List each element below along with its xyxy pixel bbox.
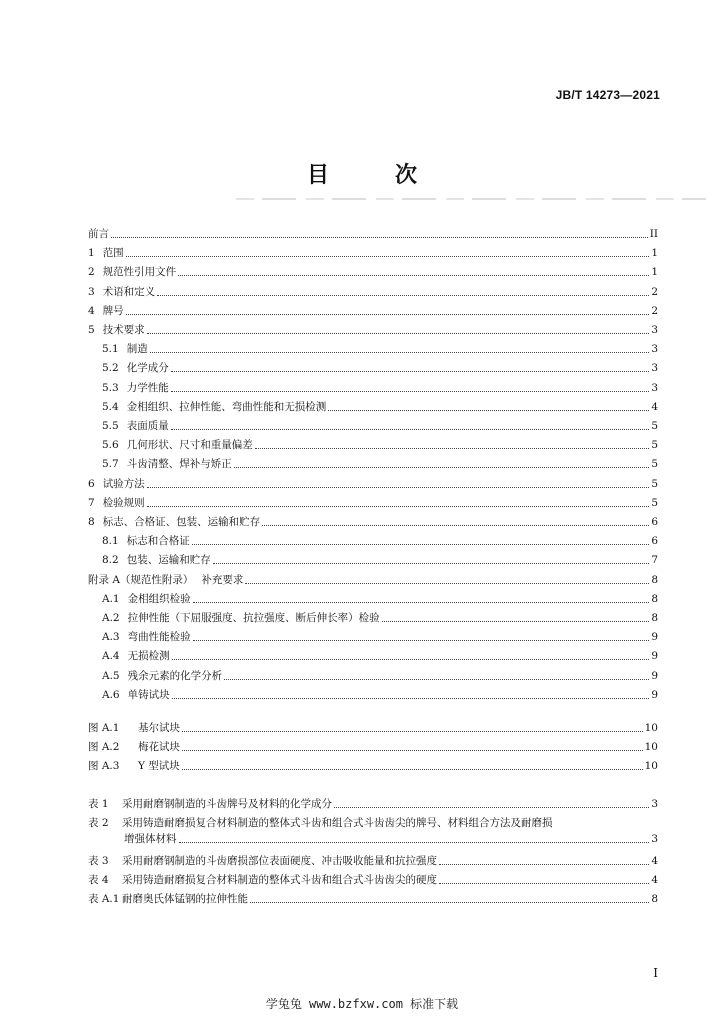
- dot-leader: [172, 697, 650, 699]
- toc-entry-title: [88, 797, 332, 811]
- toc-entry-page: 5: [651, 497, 658, 509]
- toc-entry-number: 6: [88, 478, 95, 490]
- toc-entry-number: 8.1: [102, 535, 119, 547]
- toc-entry-title: [102, 457, 232, 471]
- toc-entry-page: 8: [651, 612, 658, 624]
- toc-entry-page: 3: [651, 343, 658, 355]
- toc-entry-page: 6: [651, 535, 658, 547]
- toc-entry-page: 9: [651, 689, 658, 701]
- toc-entry-title: [88, 304, 124, 318]
- dot-leader: [147, 486, 650, 488]
- dot-leader: [255, 447, 650, 449]
- toc-entry-title: [102, 669, 222, 683]
- toc-entry-number: 5: [88, 324, 95, 336]
- dot-leader: [334, 806, 649, 808]
- toc-entry-page: 5: [651, 458, 658, 470]
- toc-entry-page: 7: [651, 554, 658, 566]
- toc-entry-page: 8: [651, 593, 658, 605]
- toc-entry[interactable]: [102, 342, 658, 356]
- toc-entry[interactable]: [102, 419, 658, 433]
- toc-entry-number: 5.7: [102, 458, 119, 470]
- page-title: 目 次: [306, 163, 439, 188]
- toc-entry[interactable]: [88, 721, 658, 735]
- dot-leader: [193, 639, 650, 641]
- toc-entry[interactable]: [88, 816, 658, 846]
- toc-entry[interactable]: [102, 400, 658, 414]
- toc-entry-number: 5.6: [102, 439, 119, 451]
- dot-leader: [250, 901, 649, 903]
- toc-entry-number: 5.3: [102, 382, 119, 394]
- dot-leader: [179, 841, 650, 843]
- dot-leader: [382, 620, 650, 622]
- toc-entry-page: 4: [651, 855, 658, 867]
- toc-entry-text: 试验方法: [102, 478, 145, 490]
- toc-entry-title: [88, 227, 109, 241]
- toc-entry-number: 8.2: [102, 554, 119, 566]
- toc-entry-title: [88, 265, 176, 279]
- toc-entry-number: 5.1: [102, 343, 119, 355]
- toc-entry-text: 补充要求: [201, 574, 244, 586]
- toc-entry-number: 4: [88, 305, 95, 317]
- toc-entry-number: 1: [88, 247, 95, 259]
- toc-entry-page: 1: [651, 247, 658, 259]
- toc-entry-text: 采用耐磨钢制造的斗齿磨损部位表面硬度、冲击吸收能量和抗拉强度: [122, 855, 437, 867]
- toc-entry-text: 力学性能: [126, 382, 169, 394]
- toc-entry-text: 金相组织、拉伸性能、弯曲性能和无损检测: [126, 401, 327, 413]
- toc-entry[interactable]: [88, 496, 658, 510]
- toc-entry-text: 无损检测: [127, 650, 170, 662]
- toc-entry[interactable]: [102, 611, 658, 625]
- toc-entry-text: 采用耐磨钢制造的斗齿牌号及材料的化学成分: [122, 798, 332, 810]
- toc-entry-page: 3: [651, 324, 658, 336]
- standard-number: JB/T 14273—2021: [555, 88, 660, 102]
- page-number: I: [653, 966, 658, 980]
- dot-leader: [182, 768, 643, 770]
- toc-entry[interactable]: [88, 740, 658, 754]
- toc-entry-number: A.4: [102, 650, 120, 662]
- toc-entry-title: [88, 573, 243, 587]
- toc-entry-page: 5: [651, 439, 658, 451]
- toc-entry-title: [88, 854, 437, 868]
- toc-entry-page: 10: [644, 722, 658, 734]
- toc-entry-title: [102, 611, 380, 625]
- dot-leader: [111, 236, 648, 238]
- toc-entry-title: [88, 323, 145, 337]
- toc-entry[interactable]: [88, 477, 658, 491]
- toc-entry-text: 标志和合格证: [126, 535, 190, 547]
- toc-entry[interactable]: [88, 854, 658, 868]
- toc-entry-text: 耐磨奥氏体锰钢的拉伸性能: [122, 893, 248, 905]
- dot-leader: [224, 678, 649, 680]
- toc-entry-page: 9: [651, 650, 658, 662]
- toc-entry[interactable]: [88, 304, 658, 318]
- dot-leader: [147, 505, 650, 507]
- toc-entry-page: 8: [651, 574, 658, 586]
- toc-entry-title: [88, 873, 437, 887]
- dot-leader: [213, 562, 650, 564]
- dot-leader: [126, 255, 650, 257]
- toc-entry-page: 5: [651, 478, 658, 490]
- toc-entry[interactable]: [88, 285, 658, 299]
- toc-entry[interactable]: [102, 592, 658, 606]
- toc-entry-title: [102, 534, 190, 548]
- toc-entry-page: 4: [651, 401, 658, 413]
- toc-entry-page: 9: [651, 670, 658, 682]
- toc-entry-text: 采用铸造耐磨损复合材料制造的整体式斗齿和组合式斗齿齿尖的牌号、材料组合方法及耐磨损: [122, 817, 553, 829]
- toc-entry-title: [88, 246, 124, 260]
- toc-entry-number: 5.4: [102, 401, 119, 413]
- toc-entry-title: [102, 381, 169, 395]
- toc-entry-text: 拉伸性能（下屈服强度、抗拉强度、断后伸长率）检验: [127, 612, 380, 624]
- toc-entry-title: [88, 285, 155, 299]
- toc-entry-text: 几何形状、尺寸和重量偏差: [126, 439, 253, 451]
- toc-entry-number: 表 3: [88, 855, 109, 867]
- toc-entry-number: 3: [88, 286, 95, 298]
- toc-entry-page: 3: [651, 362, 658, 374]
- toc-entry-number: 表 4: [88, 874, 109, 886]
- toc-entry-title: [102, 649, 170, 663]
- dot-leader: [150, 351, 650, 353]
- toc-entry-page: 2: [651, 286, 658, 298]
- toc-entry-number: 表 2: [88, 817, 109, 829]
- dot-leader: [126, 313, 650, 315]
- toc-entry[interactable]: [88, 323, 658, 337]
- footer-watermark: 学兔兔 www.bzfxw.com 标准下载: [265, 997, 459, 1011]
- toc-entry-number: A.6: [102, 689, 120, 701]
- toc-entry-title: [88, 759, 180, 773]
- toc-entry-text: 表面质量: [126, 420, 169, 432]
- toc-entry-page: 3: [651, 833, 658, 845]
- toc-entry-title: [88, 477, 145, 491]
- toc-entry[interactable]: [102, 669, 658, 683]
- toc-entry-number: 5.5: [102, 420, 119, 432]
- dot-leader: [328, 409, 649, 411]
- toc-entry-wrap: [88, 816, 658, 846]
- toc-entry[interactable]: [88, 759, 658, 773]
- toc-entry-text: 基尔试块: [138, 722, 180, 734]
- dot-leader: [234, 466, 650, 468]
- toc-entry-text: 包装、运输和贮存: [126, 554, 211, 566]
- toc-entry-number: 7: [88, 497, 95, 509]
- toc-entry-title: [102, 361, 169, 375]
- toc-entry[interactable]: [88, 265, 658, 279]
- toc-entry[interactable]: [102, 381, 658, 395]
- toc-entry-text: 制造: [126, 343, 148, 355]
- toc-entry-title: [88, 740, 180, 754]
- toc-entry-page: 10: [644, 760, 658, 772]
- scan-artifact-line: [236, 198, 706, 200]
- toc-entry-text: 残余元素的化学分析: [127, 670, 223, 682]
- toc-entry-number: 前言: [88, 228, 109, 240]
- dot-leader: [171, 370, 650, 372]
- toc-entry-text: 单铸试块: [127, 689, 170, 701]
- toc-entry-page: 1: [651, 266, 658, 278]
- toc-entry-number: 图 A.3: [88, 760, 120, 772]
- toc-entry-title: [102, 592, 191, 606]
- toc-entry-title: [88, 892, 248, 906]
- toc-entry[interactable]: [102, 649, 658, 663]
- toc-entry-title: [88, 721, 180, 735]
- toc-entry-title: [102, 688, 170, 702]
- toc-entry-number: A.1: [102, 593, 120, 605]
- dot-leader: [172, 658, 650, 660]
- toc-entry-page: 8: [651, 893, 658, 905]
- toc-entry-title: [88, 496, 145, 510]
- dot-leader: [439, 882, 649, 884]
- toc-entry-text: 采用铸造耐磨损复合材料制造的整体式斗齿和组合式斗齿齿尖的硬度: [122, 874, 437, 886]
- toc-entry-text: 牌号: [102, 305, 124, 317]
- toc-entry-text: 弯曲性能检验: [127, 631, 191, 643]
- dot-leader: [178, 274, 649, 276]
- toc-entry-page: 2: [651, 305, 658, 317]
- toc-entry-text-cont: 增强体材料: [124, 833, 177, 845]
- toc-entry[interactable]: [102, 361, 658, 375]
- toc-entry-number: 图 A.1: [88, 722, 120, 734]
- toc-entry-number: 附录 A（规范性附录）: [88, 574, 194, 586]
- toc-entry-number: 2: [88, 266, 95, 278]
- toc-entry-page: 6: [651, 516, 658, 528]
- dot-leader: [182, 749, 643, 751]
- dot-leader: [147, 332, 650, 334]
- toc-entry-number: A.2: [102, 612, 120, 624]
- toc-entry-number: 表 A.1: [88, 893, 120, 905]
- toc-entry-page: 3: [651, 382, 658, 394]
- toc-entry[interactable]: [88, 892, 658, 906]
- toc-entry[interactable]: [88, 246, 658, 260]
- toc-entry-number: 表 1: [88, 798, 109, 810]
- toc-entry-line1: [88, 816, 658, 831]
- toc-entry-title: [102, 438, 253, 452]
- toc-entry-page: 10: [644, 741, 658, 753]
- toc-entry[interactable]: [88, 797, 658, 811]
- toc-entry-page: II: [649, 228, 658, 240]
- toc-entry-text: 技术要求: [102, 324, 145, 336]
- dot-leader: [192, 543, 650, 545]
- toc-entry-number: 图 A.2: [88, 741, 120, 753]
- toc-entry-page: 4: [651, 874, 658, 886]
- toc-entry-text: Y 型试块: [138, 760, 180, 772]
- dot-leader: [439, 863, 649, 865]
- toc-entry-number: 8: [88, 516, 95, 528]
- toc-entry[interactable]: [88, 573, 658, 587]
- dot-leader: [171, 428, 650, 430]
- toc-entry[interactable]: [102, 457, 658, 471]
- dot-leader: [171, 390, 650, 392]
- dot-leader: [182, 730, 643, 732]
- toc-entry-title: [102, 553, 211, 567]
- toc-entry-title: [102, 400, 326, 414]
- toc-entry[interactable]: [102, 534, 658, 548]
- toc-entry[interactable]: [88, 515, 658, 529]
- toc-entry[interactable]: [102, 438, 658, 452]
- dot-leader: [245, 582, 649, 584]
- toc-entry-title: [102, 630, 191, 644]
- toc-entry[interactable]: [88, 227, 658, 241]
- dot-leader: [262, 524, 649, 526]
- toc-entry[interactable]: [88, 873, 658, 887]
- toc-entry-text: 梅花试块: [138, 741, 180, 753]
- toc-entry[interactable]: [102, 553, 658, 567]
- toc-entry-text: 术语和定义: [102, 286, 156, 298]
- toc-entry-title: [88, 515, 260, 529]
- toc-entry-line2: [88, 831, 658, 846]
- toc-entry-number: A.5: [102, 670, 120, 682]
- toc-entry-text: 检验规则: [102, 497, 145, 509]
- toc-entry[interactable]: [102, 630, 658, 644]
- toc-entry-text: 规范性引用文件: [102, 266, 177, 278]
- toc-entry-text: 范围: [102, 247, 124, 259]
- dot-leader: [157, 294, 649, 296]
- toc-entry-number: 5.2: [102, 362, 119, 374]
- toc-entry-text: 化学成分: [126, 362, 169, 374]
- toc-entry-page: 9: [651, 631, 658, 643]
- toc-entry-text: 金相组织检验: [127, 593, 191, 605]
- toc-entry-title: [102, 419, 169, 433]
- toc-entry-number: A.3: [102, 631, 120, 643]
- dot-leader: [193, 601, 650, 603]
- toc-entry-text: 标志、合格证、包装、运输和贮存: [102, 516, 261, 528]
- toc-entry-page: 5: [651, 420, 658, 432]
- toc-entry-page: 3: [651, 798, 658, 810]
- toc-entry-text: 斗齿清整、焊补与矫正: [126, 458, 232, 470]
- toc-entry-title: [102, 342, 148, 356]
- toc-entry[interactable]: [102, 688, 658, 702]
